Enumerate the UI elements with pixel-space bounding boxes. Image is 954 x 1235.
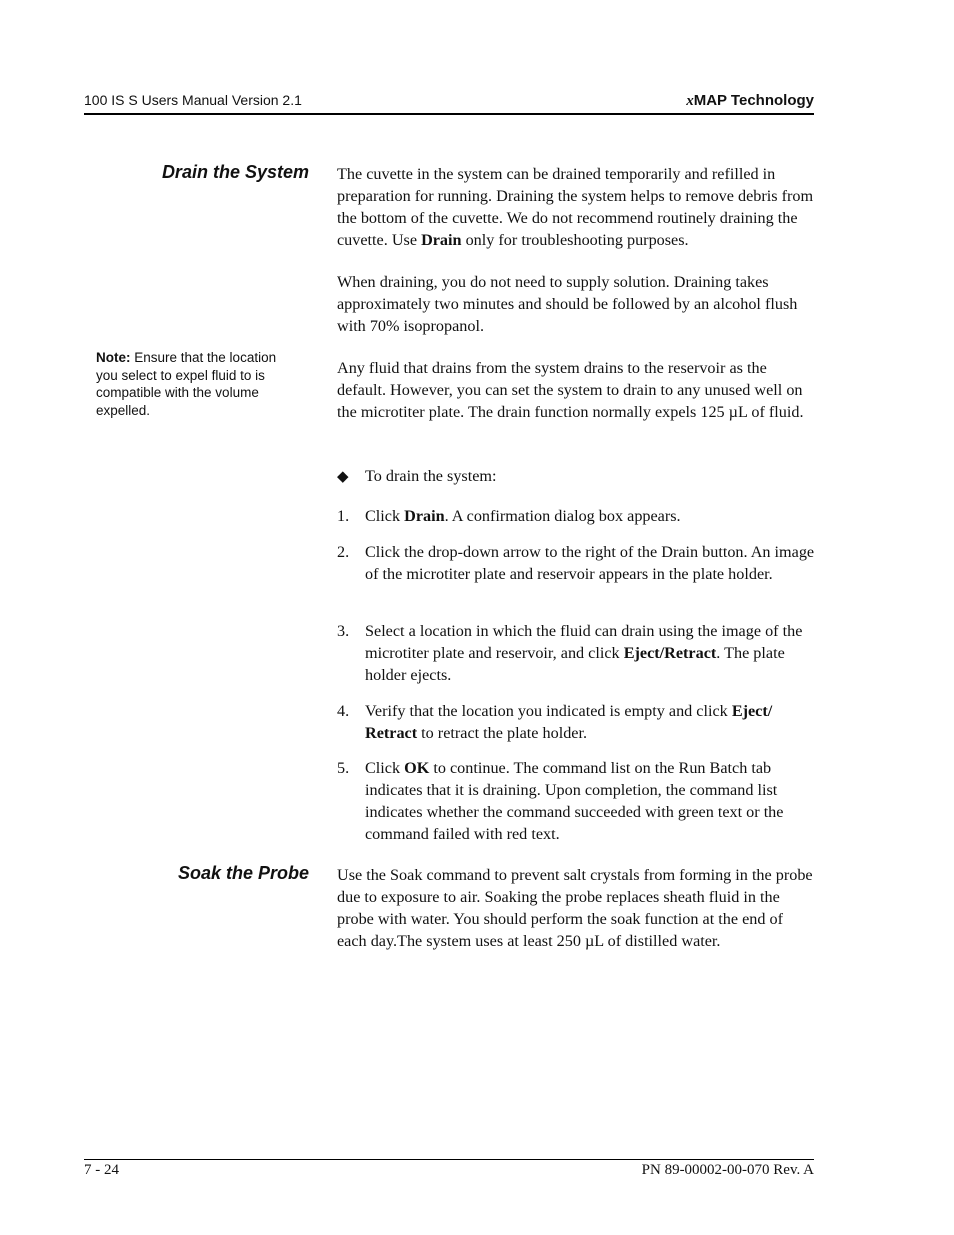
section-heading-drain: Drain the System [161, 162, 309, 182]
step-1 [337, 505, 815, 527]
part-number: PN 89-00002-00-070 Rev. A [641, 1162, 814, 1178]
note-text: Ensure that the location you select to expel fluid to is compatible with the volume expelled. [96, 350, 277, 418]
running-header-brand [686, 92, 814, 110]
step-4 [337, 700, 815, 744]
step-number: 3. [337, 622, 350, 640]
step-number: 1. [337, 507, 350, 525]
step-number: 4. [337, 702, 350, 720]
running-header-title: 100 IS S Users Manual Version 2.1 [84, 92, 302, 108]
step-text: Select a location in which the fluid can drain using the image of the microtiter plate and reservoir, and click Eject/Retract. The plate holder ejects. [365, 622, 803, 684]
drain-term: Drain [421, 231, 462, 249]
step-number: 5. [337, 759, 350, 777]
step-text: Click Drain. A confirmation dialog box appears. [365, 507, 681, 525]
drain-paragraph-3: Any fluid that drains from the system drains to the reservoir as the default. However, you can set the system to drain to any unused well on the microtiter plate. The drain function normally expels 125 µL of fluid. [337, 359, 804, 421]
step-3 [337, 620, 815, 686]
step-number: 2. [337, 543, 350, 561]
step-text: Click the drop-down arrow to the right of the Drain button. An image of the microtiter plate and reservoir appears in the plate holder. [365, 543, 815, 583]
brand-name: MAP Technology [693, 92, 814, 109]
drain-paragraph-1: The cuvette in the system can be drained temporarily and refilled in preparation for running. Draining the system helps to remove debris from the bottom of the cuvette. We do not recommend routinely draining the cuvette. Use Drain only for troubleshooting purposes. [337, 165, 814, 249]
step-text: Click OK to continue. The command list on the Run Batch tab indicates that it is draining. Upon completion, the command list indicates whether the command succeeded with green text or the command failed with red text. [365, 759, 784, 843]
note-label: Note: [96, 350, 131, 365]
drain-paragraph-2: When draining, you do not need to supply solution. Draining takes approximately two minutes and should be followed by an alcohol flush with 70% isopropanol. [337, 273, 798, 335]
section-heading-soak: Soak the Probe [177, 863, 309, 883]
side-note [96, 349, 296, 419]
soak-paragraph-1: Use the Soak command to prevent salt crystals from forming in the probe due to exposure to air. Soaking the probe replaces sheath fluid in the probe with water. You should perform the soak function at the end of each day.The system uses at least 250 µL of distilled water. [337, 866, 813, 950]
step-text: Verify that the location you indicated is empty and click Eject/ Retract to retract the plate holder. [365, 702, 773, 742]
footer-rule [84, 1159, 814, 1160]
procedure-intro [337, 465, 497, 488]
brand-prefix: x [686, 93, 694, 109]
page-number: 7 - 24 [84, 1162, 119, 1178]
diamond-bullet-icon: ◆ [337, 469, 349, 485]
step-5 [337, 757, 815, 845]
procedure-intro-text: To drain the system: [365, 467, 497, 485]
header-rule [84, 113, 814, 115]
step-2 [337, 541, 815, 585]
